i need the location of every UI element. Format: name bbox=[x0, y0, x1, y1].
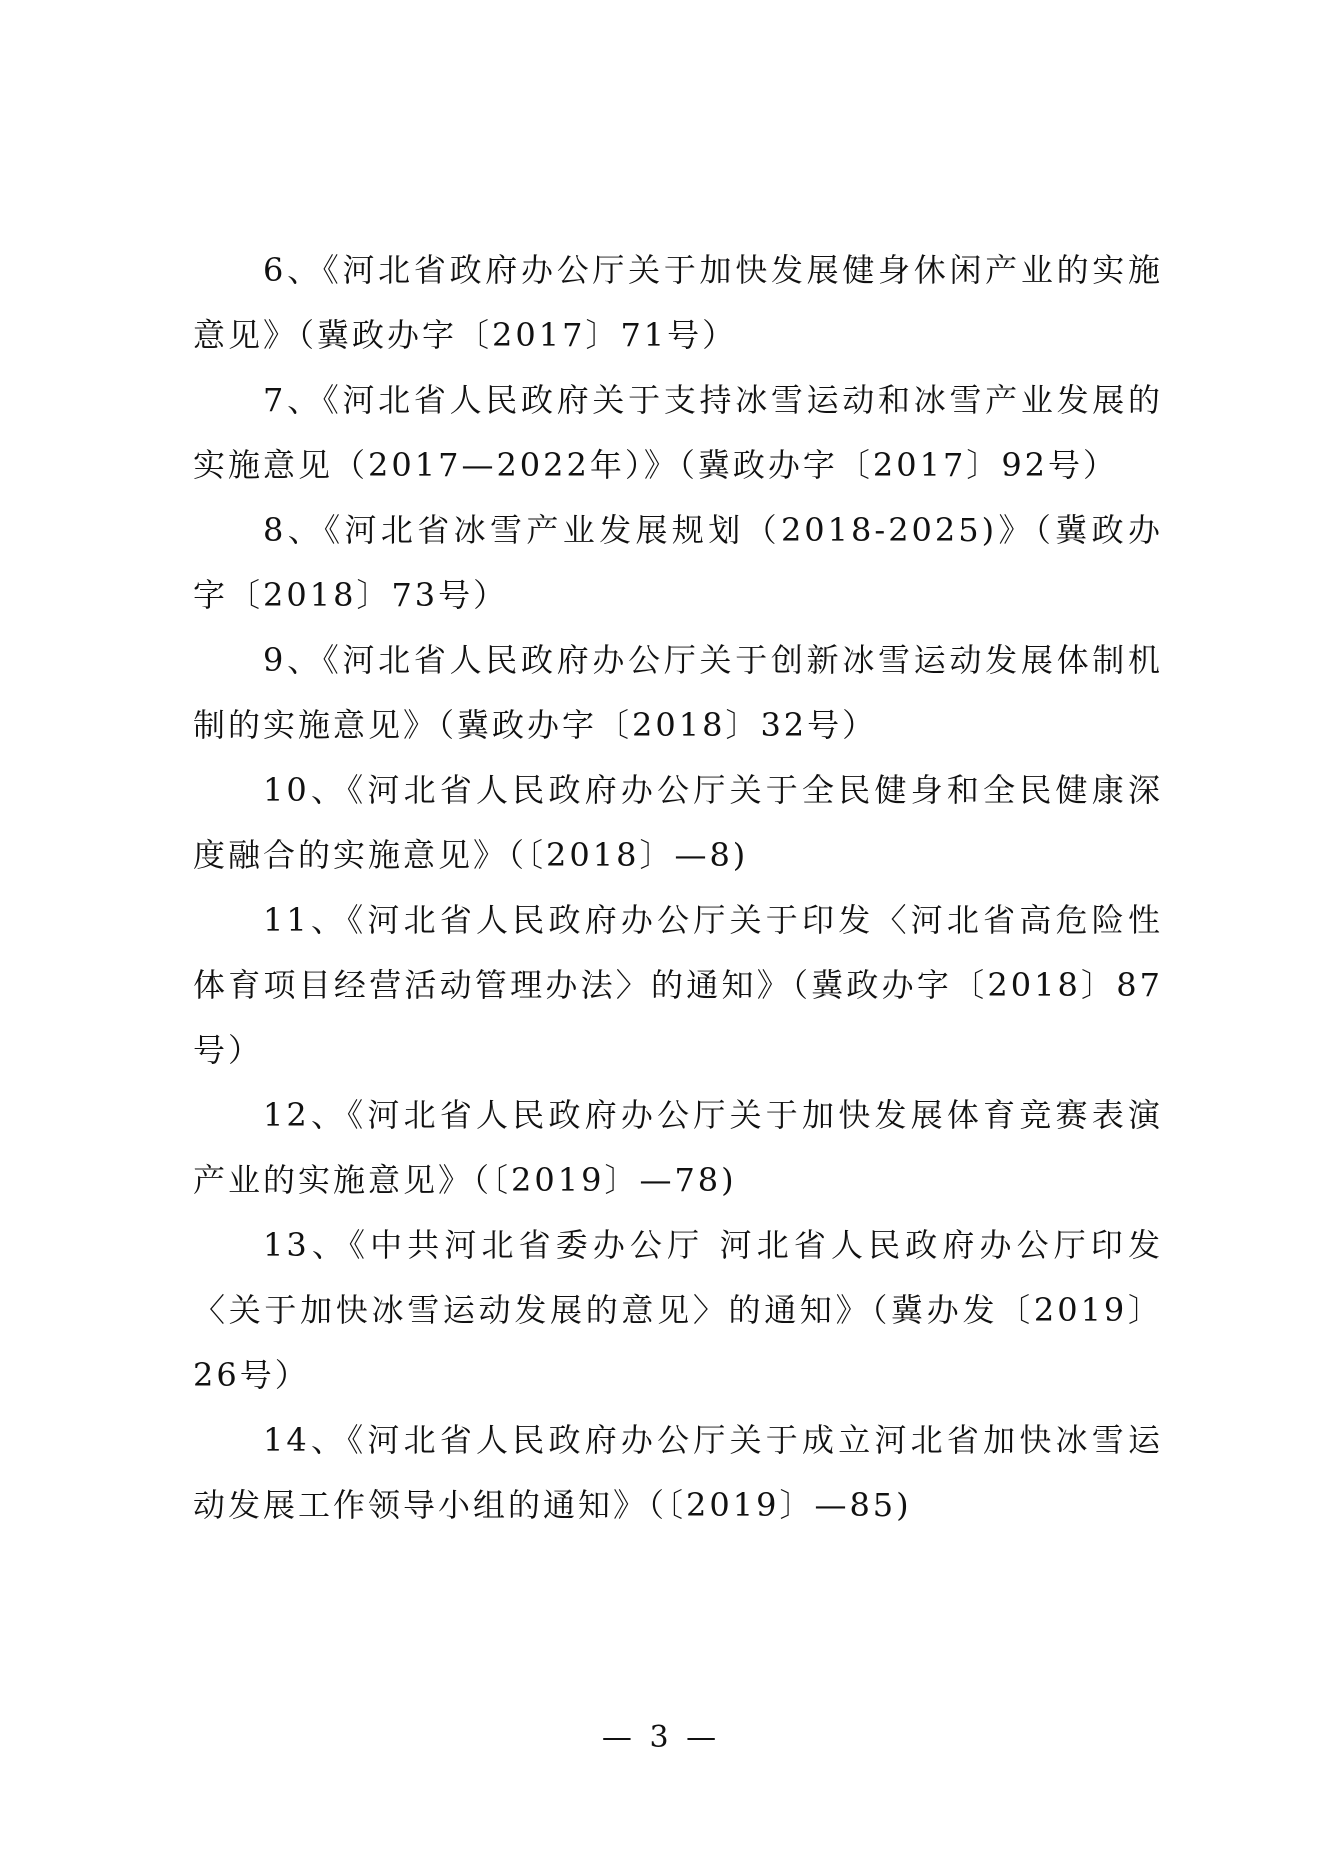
list-item: 8、《河北省冰雪产业发展规划（2018-2025)》（冀政办字〔2018〕73号） bbox=[193, 511, 1163, 614]
list-item: 10、《河北省人民政府办公厅关于全民健身和全民健康深度融合的实施意见》（〔2018〕—8) bbox=[193, 771, 1163, 874]
list-item: 9、《河北省人民政府办公厅关于创新冰雪运动发展体制机制的实施意见》（冀政办字〔2018〕32号） bbox=[193, 641, 1163, 744]
list-item: 6、《河北省政府办公厅关于加快发展健身休闲产业的实施意见》（冀政办字〔2017〕71号） bbox=[193, 251, 1163, 354]
list-item: 7、《河北省人民政府关于支持冰雪运动和冰雪产业发展的实施意见（2017—2022年）》（冀政办字〔2017〕92号） bbox=[193, 381, 1163, 484]
regulation-list bbox=[193, 238, 1163, 1538]
list-item: 11、《河北省人民政府办公厅关于印发〈河北省高危险性体育项目经营活动管理办法〉的通知》（冀政办字〔2018〕87号） bbox=[193, 901, 1163, 1069]
list-item: 13、《中共河北省委办公厅 河北省人民政府办公厅印发〈关于加快冰雪运动发展的意见〉的通知》（冀办发〔2019〕26号） bbox=[193, 1226, 1163, 1394]
list-item: 14、《河北省人民政府办公厅关于成立河北省加快冰雪运动发展工作领导小组的通知》（〔2019〕—85) bbox=[193, 1421, 1163, 1524]
page-number: — 3 — bbox=[601, 1720, 721, 1755]
list-item: 12、《河北省人民政府办公厅关于加快发展体育竞赛表演产业的实施意见》（〔2019〕—78) bbox=[193, 1096, 1163, 1199]
